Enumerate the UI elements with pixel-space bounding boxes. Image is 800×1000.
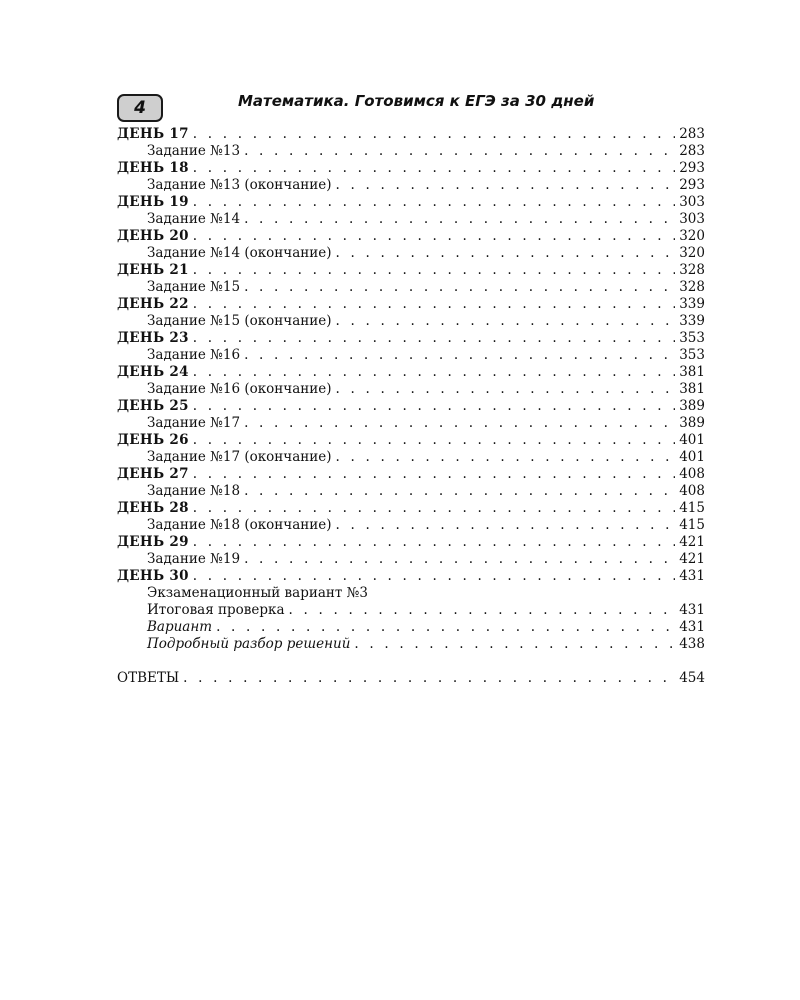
toc-row <box>117 279 705 296</box>
toc-row <box>117 381 705 398</box>
toc-leader-dots <box>354 636 675 653</box>
toc-page-number: 293 <box>679 177 705 193</box>
toc-page-number: 408 <box>679 483 705 499</box>
toc-page-number: 293 <box>679 160 705 176</box>
toc-row <box>117 211 705 228</box>
toc-page-number: 421 <box>679 551 705 567</box>
toc-page-number: 454 <box>679 670 705 686</box>
toc-entry-label: Задание №13 <box>147 143 241 159</box>
toc-row <box>117 347 705 364</box>
toc-row <box>117 534 705 551</box>
toc-page-number: 320 <box>679 228 705 244</box>
toc-page-number: 408 <box>679 466 705 482</box>
toc-entry-label: ДЕНЬ 24 <box>117 364 189 380</box>
toc-page-number: 381 <box>679 381 705 397</box>
toc-row <box>117 500 705 517</box>
toc-row <box>117 160 705 177</box>
toc-entry-label: Задание №17 (окончание) <box>147 449 332 465</box>
toc-leader-dots <box>244 347 675 364</box>
toc-leader-dots <box>193 296 675 313</box>
toc-leader-dots <box>244 415 675 432</box>
toc-entry-label: Задание №18 <box>147 483 241 499</box>
toc-row <box>117 619 705 636</box>
toc-leader-dots <box>193 228 675 245</box>
toc-entry-label: Задание №19 <box>147 551 241 567</box>
page-number-badge: 4 <box>117 94 163 122</box>
toc-entry-label: ДЕНЬ 23 <box>117 330 189 346</box>
toc-entry-label: Задание №18 (окончание) <box>147 517 332 533</box>
toc-page-number: 401 <box>679 432 705 448</box>
toc-row <box>117 126 705 143</box>
toc-row <box>117 517 705 534</box>
toc-entry-label: Экзаменационный вариант №3 <box>147 585 369 601</box>
toc-leader-dots <box>289 602 676 619</box>
toc-page-number: 303 <box>679 211 705 227</box>
toc-entry-label: ОТВЕТЫ <box>117 670 180 686</box>
toc-entry-label: Подробный разбор решений <box>147 636 351 652</box>
toc-entry-label: Задание №15 (окончание) <box>147 313 332 329</box>
toc-leader-dots <box>193 160 675 177</box>
toc-page-number: 415 <box>679 517 705 533</box>
toc-entry-label: ДЕНЬ 19 <box>117 194 189 210</box>
toc-page-number: 431 <box>679 602 705 618</box>
toc-row <box>117 551 705 568</box>
toc-page-number: 421 <box>679 534 705 550</box>
toc-row <box>117 330 705 347</box>
toc-page-number: 320 <box>679 245 705 261</box>
toc-page-number: 283 <box>679 126 705 142</box>
toc-leader-dots <box>193 398 675 415</box>
toc-row <box>117 228 705 245</box>
toc-entry-label: Итоговая проверка <box>147 602 285 618</box>
toc-row <box>117 194 705 211</box>
toc-row <box>117 466 705 483</box>
toc-leader-dots <box>336 245 676 262</box>
toc-entry-label: Задание №14 (окончание) <box>147 245 332 261</box>
toc-row <box>117 245 705 262</box>
toc-leader-dots <box>216 619 675 636</box>
toc-leader-dots <box>336 313 676 330</box>
toc-page-number: 381 <box>679 364 705 380</box>
toc-row <box>117 483 705 500</box>
toc-entry-label: ДЕНЬ 20 <box>117 228 189 244</box>
toc-page-number: 389 <box>679 398 705 414</box>
toc-row <box>117 313 705 330</box>
toc-row <box>117 262 705 279</box>
toc-page-number: 353 <box>679 330 705 346</box>
toc-entry-label: ДЕНЬ 28 <box>117 500 189 516</box>
toc-leader-dots <box>193 500 675 517</box>
toc-page-number: 438 <box>679 636 705 652</box>
toc-page-number: 283 <box>679 143 705 159</box>
toc-entry-label: Задание №13 (окончание) <box>147 177 332 193</box>
toc-row <box>117 670 705 687</box>
toc-leader-dots <box>336 177 676 194</box>
table-of-contents <box>117 126 705 687</box>
running-header-title: Математика. Готовимся к ЕГЭ за 30 дней <box>238 92 595 110</box>
toc-row <box>117 364 705 381</box>
toc-leader-dots <box>193 466 675 483</box>
toc-page-number: 339 <box>679 296 705 312</box>
toc-row <box>117 568 705 585</box>
toc-leader-dots <box>193 194 675 211</box>
toc-leader-dots <box>244 279 675 296</box>
toc-entry-label: Задание №16 <box>147 347 241 363</box>
toc-entry-label: Вариант <box>147 619 213 635</box>
toc-row <box>117 143 705 160</box>
toc-row <box>117 636 705 653</box>
toc-page-number: 353 <box>679 347 705 363</box>
toc-entry-label: ДЕНЬ 30 <box>117 568 189 584</box>
toc-entry-label: ДЕНЬ 18 <box>117 160 189 176</box>
toc-entry-label: Задание №15 <box>147 279 241 295</box>
toc-page-number: 339 <box>679 313 705 329</box>
toc-page-number: 401 <box>679 449 705 465</box>
toc-row <box>117 415 705 432</box>
toc-page-number: 328 <box>679 262 705 278</box>
toc-row <box>117 177 705 194</box>
toc-entry-label: Задание №14 <box>147 211 241 227</box>
toc-page-number: 431 <box>679 619 705 635</box>
toc-leader-dots <box>244 551 675 568</box>
toc-leader-dots <box>193 568 675 585</box>
toc-leader-dots <box>336 381 676 398</box>
toc-entry-label: ДЕНЬ 17 <box>117 126 189 142</box>
toc-leader-dots <box>193 432 675 449</box>
toc-page-number: 303 <box>679 194 705 210</box>
toc-leader-dots <box>193 262 675 279</box>
toc-row <box>117 398 705 415</box>
toc-page-number: 328 <box>679 279 705 295</box>
toc-leader-dots <box>193 364 675 381</box>
toc-row <box>117 449 705 466</box>
toc-leader-dots <box>183 670 675 687</box>
toc-row <box>117 432 705 449</box>
toc-row <box>117 296 705 313</box>
toc-leader-dots <box>193 126 675 143</box>
toc-entry-label: ДЕНЬ 27 <box>117 466 189 482</box>
toc-entry-label: ДЕНЬ 22 <box>117 296 189 312</box>
toc-page-number: 415 <box>679 500 705 516</box>
toc-entry-label: ДЕНЬ 29 <box>117 534 189 550</box>
toc-leader-dots <box>193 330 675 347</box>
toc-leader-dots <box>336 449 676 466</box>
toc-leader-dots <box>244 211 675 228</box>
toc-entry-label: Задание №17 <box>147 415 241 431</box>
toc-leader-dots <box>336 517 676 534</box>
toc-entry-label: ДЕНЬ 26 <box>117 432 189 448</box>
toc-entry-label: ДЕНЬ 25 <box>117 398 189 414</box>
toc-leader-dots <box>244 143 675 160</box>
toc-entry-label: ДЕНЬ 21 <box>117 262 189 278</box>
toc-row <box>117 602 705 619</box>
toc-leader-dots <box>244 483 675 500</box>
toc-leader-dots <box>193 534 675 551</box>
toc-page-number: 431 <box>679 568 705 584</box>
toc-row <box>117 585 705 602</box>
toc-entry-label: Задание №16 (окончание) <box>147 381 332 397</box>
toc-page-number: 389 <box>679 415 705 431</box>
